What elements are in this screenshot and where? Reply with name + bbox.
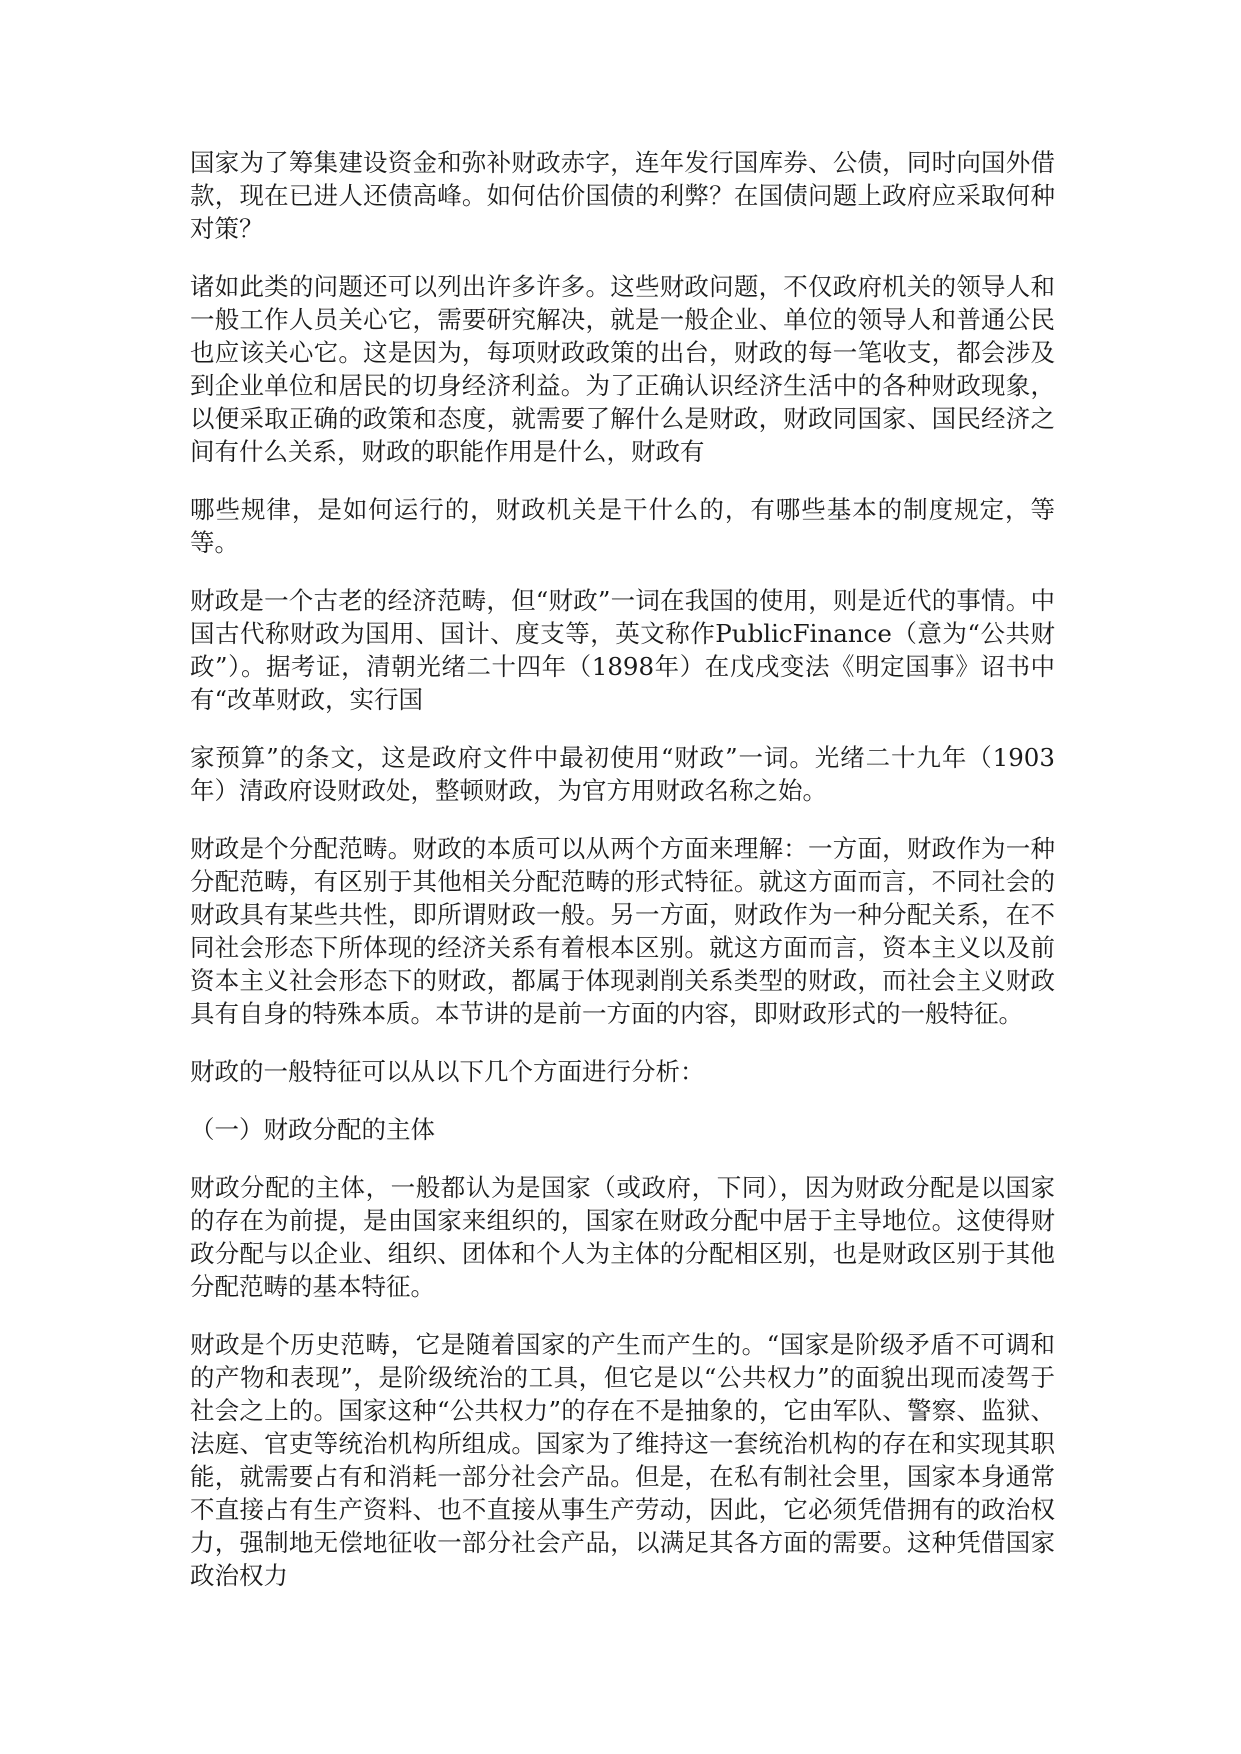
paragraph-distribution-subject: 财政分配的主体，一般都认为是国家（或政府，下同），因为财政分配是以国家的存在为前提，是由国家来组织的，国家在财政分配中居于主导地位。这使得财政分配与以企业、组织、团体和个人为主体的分配相区别，也是财政区别于其他分配范畴的基本特征。 xyxy=(190,1173,1055,1301)
paragraph-finance-history: 财政是一个古老的经济范畴，但“财政”一词在我国的使用，则是近代的事情。中国古代称财政为国用、国计、度支等，英文称作PublicFinance（意为“公共财政”）。据考证，清朝光绪二十四年（1898年）在戊戌变法《明定国事》诏书中有“改革财政，实行国 xyxy=(190,586,1055,714)
paragraph-finance-concerns: 诸如此类的问题还可以列出许多许多。这些财政问题，不仅政府机关的领导人和一般工作人员关心它，需要研究解决，就是一般企业、单位的领导人和普通公民也应该关心它。这是因为，每项财政政策的出台，财政的每一笔收支，都会涉及到企业单位和居民的切身经济利益。为了正确认识经济生活中的各种财政现象，以便采取正确的政策和态度，就需要了解什么是财政，财政同国家、国民经济之间有什么关系，财政的职能作用是什么，财政有 xyxy=(190,272,1055,466)
section-heading-distribution-subject: （一）财政分配的主体 xyxy=(190,1115,435,1144)
document-body xyxy=(190,146,1055,1617)
paragraph-historical-category: 财政是个历史范畴，它是随着国家的产生而产生的。“国家是阶级矛盾不可调和的产物和表现”，是阶级统治的工具，但它是以“公共权力”的面貌出现而凌驾于社会之上的。国家这种“公共权力”的存在不是抽象的，它由军队、警察、监狱、法庭、官吏等统治机构所组成。国家为了维持这一套统治机构的存在和实现其职能，就需要占有和消耗一部分社会产品。但是，在私有制社会里，国家本身通常不直接占有生产资料、也不直接从事生产劳动，因此，它必须凭借拥有的政治权力，强制地无偿地征收一部分社会产品，以满足其各方面的需要。这种凭借国家政治权力 xyxy=(190,1330,1055,1590)
paragraph-national-debt: 国家为了筹集建设资金和弥补财政赤字，连年发行国库券、公债，同时向国外借款，现在已进人还债高峰。如何估价国债的利弊？在国债问题上政府应采取何种对策？ xyxy=(190,148,1055,243)
paragraph-national-budget: 家预算”的条文，这是政府文件中最初使用“财政”一词。光绪二十九年（1903年）清政府设财政处，整顿财政，为官方用财政名称之始。 xyxy=(190,743,1055,805)
paragraph-general-features-intro: 财政的一般特征可以从以下几个方面进行分析： xyxy=(190,1057,705,1086)
paragraph-finance-laws: 哪些规律，是如何运行的，财政机关是干什么的，有哪些基本的制度规定，等等。 xyxy=(190,495,1055,557)
paragraph-distribution-category: 财政是个分配范畴。财政的本质可以从两个方面来理解：一方面，财政作为一种分配范畴，有区别于其他相关分配范畴的形式特征。就这方面而言，不同社会的财政具有某些共性，即所谓财政一般。另一方面，财政作为一种分配关系，在不同社会形态下所体现的经济关系有着根本区别。就这方面而言，资本主义以及前资本主义社会形态下的财政，都属于体现剥削关系类型的财政，而社会主义财政具有自身的特殊本质。本节讲的是前一方面的内容，即财政形式的一般特征。 xyxy=(190,834,1055,1028)
